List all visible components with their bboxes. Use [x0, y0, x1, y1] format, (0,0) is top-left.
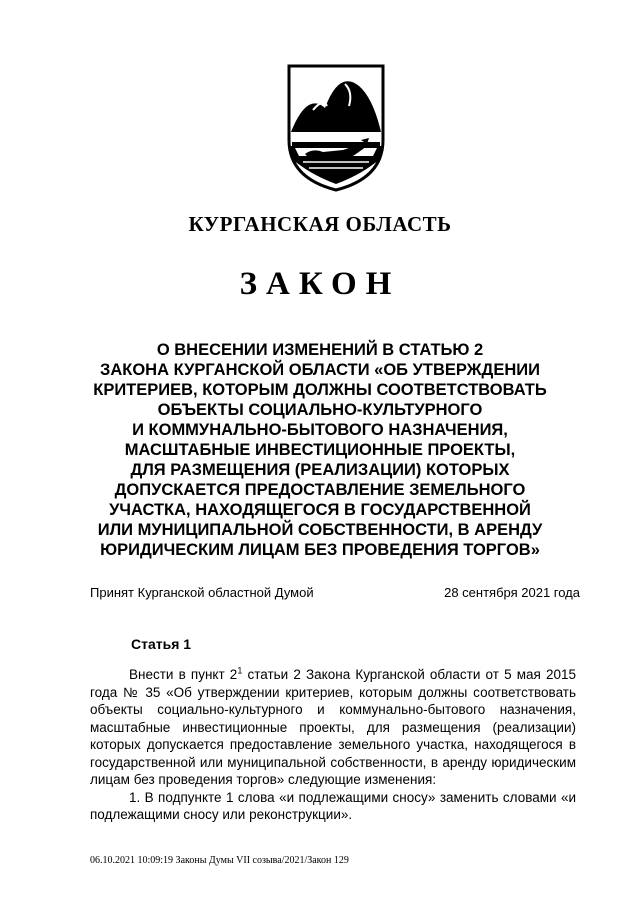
- document-footer: 06.10.2021 10:09:19 Законы Думы VII созыва/2021/Закон 129: [90, 855, 349, 866]
- title-line: ИЛИ МУНИЦИПАЛЬНОЙ СОБСТВЕННОСТИ, В АРЕНДУ: [97, 521, 543, 539]
- article-paragraph: [90, 666, 576, 789]
- title-line: О ВНЕСЕНИИ ИЗМЕНЕНИЙ В СТАТЬЮ 2: [156, 341, 484, 359]
- title-line: УЧАСТКА, НАХОДЯЩЕГОСЯ В ГОСУДАРСТВЕННОЙ: [109, 501, 531, 519]
- title-line: ДЛЯ РАЗМЕЩЕНИЯ (РЕАЛИЗАЦИИ) КОТОРЫХ: [130, 461, 510, 479]
- adopted-by: Принят Курганской областной Думой: [90, 585, 314, 600]
- article-paragraph: 1. В подпункте 1 слова «и подлежащими сносу» заменить словами «и подлежащими сносу или реконструкции».: [90, 789, 576, 822]
- paragraph-text: Внести в пункт 2: [129, 667, 238, 682]
- article-heading: Статья 1: [131, 636, 192, 652]
- title-line: КРИТЕРИЕВ, КОТОРЫМ ДОЛЖНЫ СООТВЕТСТВОВАТЬ: [93, 381, 547, 399]
- adopted-date: 28 сентября 2021 года: [444, 585, 580, 600]
- adoption-line: [90, 585, 580, 600]
- title-line: ЮРИДИЧЕСКИМ ЛИЦАМ БЕЗ ПРОВЕДЕНИЯ ТОРГОВ»: [100, 541, 540, 559]
- title-line: ДОПУСКАЕТСЯ ПРЕДОСТАВЛЕНИЕ ЗЕМЕЛЬНОГО: [114, 481, 526, 499]
- coat-of-arms-icon: [283, 62, 389, 192]
- superscript: 1: [237, 665, 243, 676]
- law-title: [70, 340, 570, 560]
- region-name: КУРГАНСКАЯ ОБЛАСТЬ: [188, 212, 452, 236]
- title-line: И КОММУНАЛЬНО-БЫТОВОГО НАЗНАЧЕНИЯ,: [132, 421, 508, 439]
- paragraph-text: статьи 2 Закона Курганской области от 5 мая 2015 года № 35 «Об утверждении критериев, которым должны соответствовать объекты социально-культурного и коммунально-бытового назначения, масштабные инвестиционные проекты, для размещения (реализации) которых допускается предоставление земельного участка, находящегося в государственной или муниципальной собственности, в аренду юридическим лицам без проведения торгов» следующие изменения:: [90, 667, 576, 787]
- title-line: ОБЪЕКТЫ СОЦИАЛЬНО-КУЛЬТУРНОГО: [157, 401, 483, 419]
- title-line: МАСШТАБНЫЕ ИНВЕСТИЦИОННЫЕ ПРОЕКТЫ,: [124, 441, 516, 459]
- document-type: ЗАКОН: [239, 266, 401, 302]
- article-body: [90, 666, 576, 824]
- title-line: ЗАКОНА КУРГАНСКОЙ ОБЛАСТИ «ОБ УТВЕРЖДЕНИИ: [100, 361, 540, 379]
